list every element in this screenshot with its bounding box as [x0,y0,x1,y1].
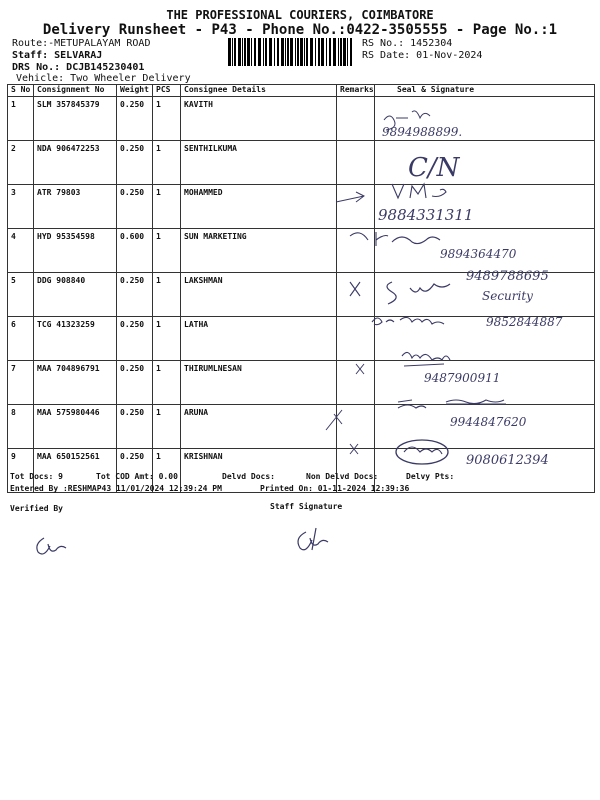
row-consignment: NDA 906472253 [34,141,117,185]
col-signature: Seal & Signature [375,85,595,97]
row-remarks [337,405,375,449]
row-pcs: 1 [153,317,181,361]
row-weight: 0.250 [117,141,153,185]
barcode-bar [326,38,327,66]
vehicle: Vehicle: Two Wheeler Delivery [16,73,191,84]
barcode-bar [318,38,320,66]
barcode-bar [269,38,272,66]
barcode-bar [295,38,296,66]
row-pcs: 1 [153,141,181,185]
row-consignment: HYD 95354598 [34,229,117,273]
row-signature [375,141,595,185]
row-pcs: 1 [153,97,181,141]
col-weight: Weight [117,85,153,97]
row-weight: 0.250 [117,273,153,317]
row-weight: 0.600 [117,229,153,273]
row-remarks [337,185,375,229]
row-signature [375,317,595,361]
handwritten-phone: 9884331311 [378,206,474,224]
row-consignment: MAA 704896791 [34,361,117,405]
staff-signature-label: Staff Signature [270,502,343,511]
barcode-bar [238,38,241,66]
barcode-bar [300,38,303,66]
row-consignee: KAVITH [181,97,337,141]
row-weight: 0.250 [117,317,153,361]
barcode-bar [263,38,264,66]
row-remarks [337,361,375,405]
row-sno: 2 [8,141,34,185]
handwritten-phone: 9944847620 [450,415,527,429]
row-consignment: DDG 908840 [34,273,117,317]
row-sno: 4 [8,229,34,273]
row-sno: 7 [8,361,34,405]
row-consignment: MAA 575980446 [34,405,117,449]
col-consignee: Consignee Details [181,85,337,97]
row-signature [375,405,595,449]
row-consignee: ARUNA [181,405,337,449]
row-remarks [337,141,375,185]
runsheet-title: Delivery Runsheet - P43 - Phone No.:0422-3505555 - Page No.:1 [42,22,558,38]
table-row [8,405,595,449]
row-consignee: LATHA [181,317,337,361]
handwritten-phone: 9489788695 [466,269,549,284]
barcode-bar [310,38,313,66]
row-consignee: SUN MARKETING [181,229,337,273]
delivered-docs: Delvd Docs: [222,472,275,481]
drs-number: DRS No.: DCJB145230401 [12,62,145,73]
row-weight: 0.250 [117,361,153,405]
barcode-bar [234,38,236,66]
barcode-bar [315,38,316,66]
barcode-bar [277,38,279,66]
table-row [8,317,595,361]
barcode [228,38,354,66]
row-consignee: SENTHILKUMA [181,141,337,185]
barcode-bar [343,38,346,66]
row-remarks [337,273,375,317]
barcode-bar [350,38,352,66]
barcode-bar [321,38,324,66]
staff-signature [290,524,334,560]
table-row [8,97,595,141]
barcode-bar [338,38,339,66]
barcode-bar [242,38,243,66]
row-signature [375,273,595,317]
row-pcs: 1 [153,405,181,449]
table-row [8,229,595,273]
barcode-bar [297,38,299,66]
total-docs: Tot Docs: 9 [10,472,63,481]
barcode-bar [306,38,308,66]
row-consignee: KRISHNAN [181,449,337,493]
barcode-bar [333,38,336,66]
barcode-bar [265,38,267,66]
row-weight: 0.250 [117,405,153,449]
verifier-signature [30,530,70,566]
barcode-bar [232,38,233,66]
barcode-bar [304,38,305,66]
route: Route:-METUPALAYAM ROAD [12,38,151,49]
barcode-bar [347,38,348,66]
total-cod-amount: Tot COD Amt: 0.00 [96,472,178,481]
row-remarks [337,97,375,141]
barcode-bar [247,38,250,66]
barcode-bar [228,38,231,66]
delivery-points: Delvy Pts: [406,472,455,481]
row-consignment: TCG 41323259 [34,317,117,361]
row-signature [375,185,595,229]
row-sno: 5 [8,273,34,317]
col-consignment: Consignment No [34,85,117,97]
col-remarks: Remarks [337,85,375,97]
row-weight: 0.250 [117,449,153,493]
table-header-row [8,85,595,97]
barcode-bar [340,38,342,66]
barcode-bar [258,38,261,66]
row-signature [375,229,595,273]
barcode-bar [251,38,252,66]
row-consignment: MAA 650152561 [34,449,117,493]
row-remarks [337,229,375,273]
barcode-bar [281,38,284,66]
rs-date: RS Date: 01-Nov-2024 [362,50,483,61]
rs-number: RS No.: 1452304 [362,38,453,49]
barcode-bar [329,38,331,66]
row-pcs: 1 [153,361,181,405]
table-row [8,273,595,317]
handwritten-phone: 9080612394 [466,453,549,468]
row-sno: 9 [8,449,34,493]
row-consignment: SLM 357845379 [34,97,117,141]
row-weight: 0.250 [117,185,153,229]
row-consignee: LAKSHMAN [181,273,337,317]
barcode-bar [244,38,246,66]
table-row [8,141,595,185]
row-pcs: 1 [153,185,181,229]
barcode-bar [274,38,275,66]
barcode-bar [285,38,286,66]
barcode-bar [254,38,256,66]
printed-on: Printed On: 01-11-2024 12:39:36 [260,484,410,493]
col-sno: S No [8,85,34,97]
barcode-bar [290,38,293,66]
row-sno: 6 [8,317,34,361]
row-consignee: THIRUMLNESAN [181,361,337,405]
handwritten-note: C/N [408,153,460,183]
row-pcs: 1 [153,273,181,317]
runsheet-table [7,84,595,493]
handwritten-phone: 9894988899. [382,125,463,139]
row-sno: 8 [8,405,34,449]
handwritten-phone: 9852844887 [486,315,563,329]
company-name: THE PROFESSIONAL COURIERS, COIMBATORE [166,8,434,22]
handwritten-note: Security [482,289,533,303]
row-weight: 0.250 [117,97,153,141]
staff: Staff: SELVARAJ [12,50,103,61]
table-row [8,361,595,405]
non-delivered-docs: Non Delvd Docs: [306,472,379,481]
row-remarks [337,317,375,361]
col-pcs: PCS [153,85,181,97]
row-consignment: ATR 79803 [34,185,117,229]
row-consignee: MOHAMMED [181,185,337,229]
row-pcs: 1 [153,229,181,273]
entered-by: Entered By :RESHMAP43 11/01/2024 12:39:24 PM [10,484,222,493]
row-pcs: 1 [153,449,181,493]
row-signature [375,361,595,405]
table-row [8,185,595,229]
verified-by-label: Verified By [10,504,63,513]
barcode-bar [287,38,289,66]
row-sno: 1 [8,97,34,141]
handwritten-phone: 9487900911 [424,371,501,385]
row-sno: 3 [8,185,34,229]
handwritten-phone: 9894364470 [440,247,517,261]
row-signature [375,97,595,141]
